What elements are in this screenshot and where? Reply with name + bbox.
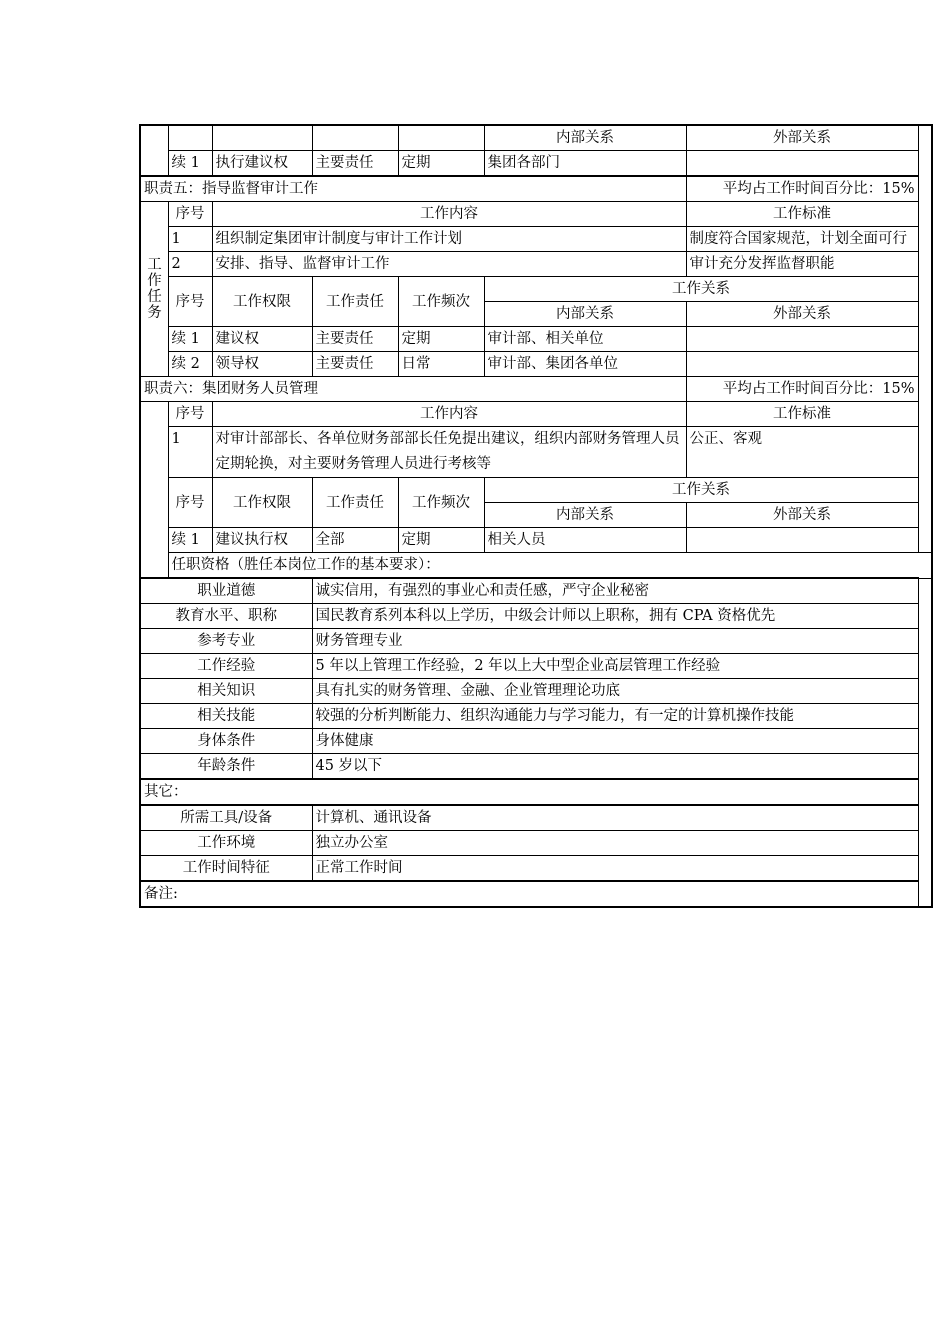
responsibility-cell: 主要责任 <box>312 151 398 177</box>
table-row <box>140 252 932 277</box>
standard-cell: 审计充分发挥监督职能 <box>686 252 918 277</box>
seq-cell: 续 2 <box>168 352 212 377</box>
authority-cell: 领导权 <box>212 352 312 377</box>
internal-cell: 审计部、集团各单位 <box>484 352 686 377</box>
external-relations-header: 外部关系 <box>686 503 918 528</box>
table-row <box>140 779 932 805</box>
standard-header: 工作标准 <box>686 402 918 427</box>
qual-value: 具有扎实的财务管理、金融、企业管理理论功底 <box>312 679 918 704</box>
frequency-header: 工作频次 <box>398 277 484 327</box>
other-label: 工作环境 <box>140 831 312 856</box>
duty6-time-pct: 平均占工作时间百分比：15% <box>686 377 918 402</box>
qual-label: 身体条件 <box>140 729 312 754</box>
internal-relations-header: 内部关系 <box>484 503 686 528</box>
qual-label: 工作经验 <box>140 654 312 679</box>
content-header: 工作内容 <box>212 402 686 427</box>
authority-header: 工作权限 <box>212 277 312 327</box>
relations-header: 工作关系 <box>484 277 918 302</box>
qual-value: 国民教育系列本科以上学历，中级会计师以上职称，拥有 CPA 资格优先 <box>312 604 918 629</box>
other-title: 其它： <box>140 779 918 805</box>
blank-cell <box>212 125 312 151</box>
seq-cell: 续 1 <box>168 151 212 177</box>
external-cell <box>686 327 918 352</box>
qual-value: 财务管理专业 <box>312 629 918 654</box>
content-cell: 组织制定集团审计制度与审计工作计划 <box>212 227 686 252</box>
table-row <box>140 352 932 377</box>
seq-cell: 续 1 <box>168 528 212 553</box>
table-row <box>140 629 932 654</box>
qualifications-title: 任职资格（胜任本岗位工作的基本要求）： <box>168 553 932 579</box>
other-label: 工作时间特征 <box>140 856 312 882</box>
duty5-time-pct: 平均占工作时间百分比：15% <box>686 176 918 202</box>
other-label: 所需工具/设备 <box>140 805 312 831</box>
table-row <box>140 125 932 151</box>
table-row <box>140 679 932 704</box>
external-cell <box>686 528 918 553</box>
qual-label: 职业道德 <box>140 578 312 604</box>
authority-cell: 执行建议权 <box>212 151 312 177</box>
table-row <box>140 553 932 579</box>
other-value: 独立办公室 <box>312 831 918 856</box>
external-relations-header: 外部关系 <box>686 302 918 327</box>
responsibility-header: 工作责任 <box>312 478 398 528</box>
table-row <box>140 729 932 754</box>
frequency-cell: 定期 <box>398 528 484 553</box>
qual-value: 45 岁以下 <box>312 754 918 780</box>
responsibility-cell: 主要责任 <box>312 352 398 377</box>
frequency-cell: 定期 <box>398 151 484 177</box>
blank-cell <box>312 125 398 151</box>
blank-cell <box>140 402 168 579</box>
duty6-title: 职责六：集团财务人员管理 <box>140 377 686 402</box>
job-description-sheet <box>139 124 933 908</box>
internal-relations-header: 内部关系 <box>484 302 686 327</box>
table-row <box>140 604 932 629</box>
responsibility-header: 工作责任 <box>312 277 398 327</box>
work-task-label <box>140 202 168 377</box>
table-row <box>140 654 932 679</box>
seq-header: 序号 <box>168 402 212 427</box>
table-row <box>140 277 932 302</box>
seq-cell: 续 1 <box>168 327 212 352</box>
standard-header: 工作标准 <box>686 202 918 227</box>
work-task-text: 工作任务 <box>147 257 162 321</box>
seq-header: 序号 <box>168 478 212 528</box>
content-cell: 安排、指导、监督审计工作 <box>212 252 686 277</box>
relations-header: 工作关系 <box>484 478 918 503</box>
other-value: 计算机、通讯设备 <box>312 805 918 831</box>
qual-value: 身体健康 <box>312 729 918 754</box>
authority-cell: 建议执行权 <box>212 528 312 553</box>
table-row <box>140 227 932 252</box>
external-relations-header: 外部关系 <box>686 125 918 151</box>
standard-cell: 公正、客观 <box>686 427 918 478</box>
qual-label: 年龄条件 <box>140 754 312 780</box>
other-value: 正常工作时间 <box>312 856 918 882</box>
seq-cell: 1 <box>168 427 212 478</box>
qual-value: 诚实信用，有强烈的事业心和责任感，严守企业秘密 <box>312 578 918 604</box>
blank-cell <box>140 125 168 176</box>
seq-header: 序号 <box>168 277 212 327</box>
seq-cell: 1 <box>168 227 212 252</box>
qual-label: 相关知识 <box>140 679 312 704</box>
duty5-title: 职责五：指导监督审计工作 <box>140 176 686 202</box>
blank-cell <box>398 125 484 151</box>
table-row <box>140 831 932 856</box>
table-row <box>140 402 932 427</box>
internal-relations-header: 内部关系 <box>484 125 686 151</box>
table-row <box>140 578 932 604</box>
table-row <box>140 427 932 478</box>
qual-label: 教育水平、职称 <box>140 604 312 629</box>
content-cell: 对审计部部长、各单位财务部部长任免提出建议，组织内部财务管理人员定期轮换，对主要财务管理人员进行考核等 <box>212 427 686 478</box>
authority-cell: 建议权 <box>212 327 312 352</box>
qual-value: 5 年以上管理工作经验，2 年以上大中型企业高层管理工作经验 <box>312 654 918 679</box>
table-row <box>140 478 932 503</box>
seq-header: 序号 <box>168 202 212 227</box>
external-cell <box>686 151 918 177</box>
qual-label: 参考专业 <box>140 629 312 654</box>
duty-title-row <box>140 176 932 202</box>
internal-cell: 集团各部门 <box>484 151 686 177</box>
table-row <box>140 856 932 882</box>
responsibility-cell: 主要责任 <box>312 327 398 352</box>
table-row <box>140 151 932 177</box>
frequency-cell: 定期 <box>398 327 484 352</box>
seq-cell: 2 <box>168 252 212 277</box>
table-row <box>140 528 932 553</box>
qual-value: 较强的分析判断能力、组织沟通能力与学习能力，有一定的计算机操作技能 <box>312 704 918 729</box>
table-row <box>140 327 932 352</box>
note-cell: 备注: <box>140 881 918 907</box>
authority-header: 工作权限 <box>212 478 312 528</box>
frequency-header: 工作频次 <box>398 478 484 528</box>
frequency-cell: 日常 <box>398 352 484 377</box>
job-description-table <box>139 124 933 908</box>
internal-cell: 审计部、相关单位 <box>484 327 686 352</box>
responsibility-cell: 全部 <box>312 528 398 553</box>
qual-label: 相关技能 <box>140 704 312 729</box>
table-row <box>140 754 932 780</box>
blank-cell <box>168 125 212 151</box>
standard-cell: 制度符合国家规范，计划全面可行 <box>686 227 918 252</box>
table-row <box>140 881 932 907</box>
external-cell <box>686 352 918 377</box>
table-row <box>140 704 932 729</box>
internal-cell: 相关人员 <box>484 528 686 553</box>
table-row <box>140 805 932 831</box>
duty-title-row <box>140 377 932 402</box>
content-header: 工作内容 <box>212 202 686 227</box>
table-row <box>140 202 932 227</box>
